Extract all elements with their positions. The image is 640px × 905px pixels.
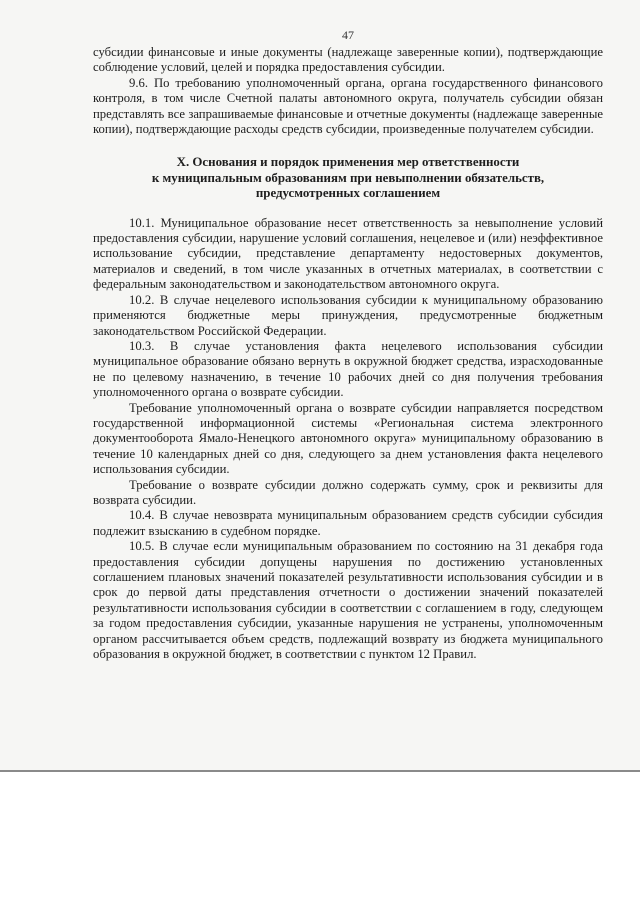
paragraph-9-6: 9.6. По требованию уполномоченный органа, органа государственного финансового контроля, в том числе Счетной палаты автономного округа, получатель субсидии обязан представлять все запрашиваемые финансовые и отчетные документы (надлежаще заверенные копии), подтверждающие расходы средств субсидии, произведенные получателем субсидии. (93, 75, 603, 137)
paragraph-requirement-content: Требование о возврате субсидии должно содержать сумму, срок и реквизиты для возврата субсидии. (93, 477, 603, 507)
section-title-line: предусмотренных соглашением (255, 186, 441, 201)
paragraph-10-4: 10.4. В случае невозврата муниципальным образованием средств субсидии субсидия подлежит взысканию в судебном порядке. (93, 508, 603, 538)
page-number: 47 (342, 28, 354, 42)
paragraph-10-1: 10.1. Муниципальное образование несет ответственность за невыполнение условий предоставления субсидии, нарушение условий соглашения, нецелевое и (или) неэффективное использование субсидии, представление департаменту недостоверных документов, материалов и сведений, в том числе указанных в отчетных материалах, в соответствии с федеральным законодательством и законодательством автономного округа. (93, 215, 603, 292)
document-body (93, 45, 603, 662)
paragraph-10-3: 10.3. В случае установления факта нецелевого использования субсидии муниципальное образование обязано вернуть в окружной бюджет средства, израсходованные не по целевому назначению, в течение 10 рабочих дней со дня получения требования уполномоченного органа о возврате субсидии. (93, 338, 603, 400)
section-title-line: X. Основания и порядок применения мер ответственности (176, 155, 520, 170)
paragraph-requirement-sending: Требование уполномоченный органа о возврате субсидии направляется посредством государственной информационной системы «Региональная система электронного документооборота Ямало-Ненецкого автономного округа» муниципальному образованию в течение 10 календарных дней со дня, следующего за днем установления факта нецелевого использования субсидии. (93, 400, 603, 477)
paragraph-10-5: 10.5. В случае если муниципальным образованием по состоянию на 31 декабря года предоставления субсидии допущены нарушения по достижению установленных соглашением плановых значений показателей результативности использования субсидии и в срок до первой даты представления отчетности о достижении значений показателей результативности использования субсидии в соответствии с соглашением в году, следующем за годом предоставления субсидии, указанные нарушения не устранены, уполномоченным органом рассчитывается объем средств, подлежащий возврату из бюджета муниципального образования в окружной бюджет, в соответствии с пунктом 12 Правил. (93, 539, 603, 662)
section-title-line: к муниципальным образованиям при невыполнении обязательств, (151, 170, 545, 185)
section-title (93, 155, 603, 201)
paragraph-10-2: 10.2. В случае нецелевого использования субсидии к муниципальному образованию применяются бюджетные меры принуждения, предусмотренные бюджетным законодательством Российской Федерации. (93, 292, 603, 338)
paragraph-continuation: субсидии финансовые и иные документы (надлежаще заверенные копии), подтверждающие соблюдение условий, целей и порядка предоставления субсидии. (93, 45, 603, 75)
